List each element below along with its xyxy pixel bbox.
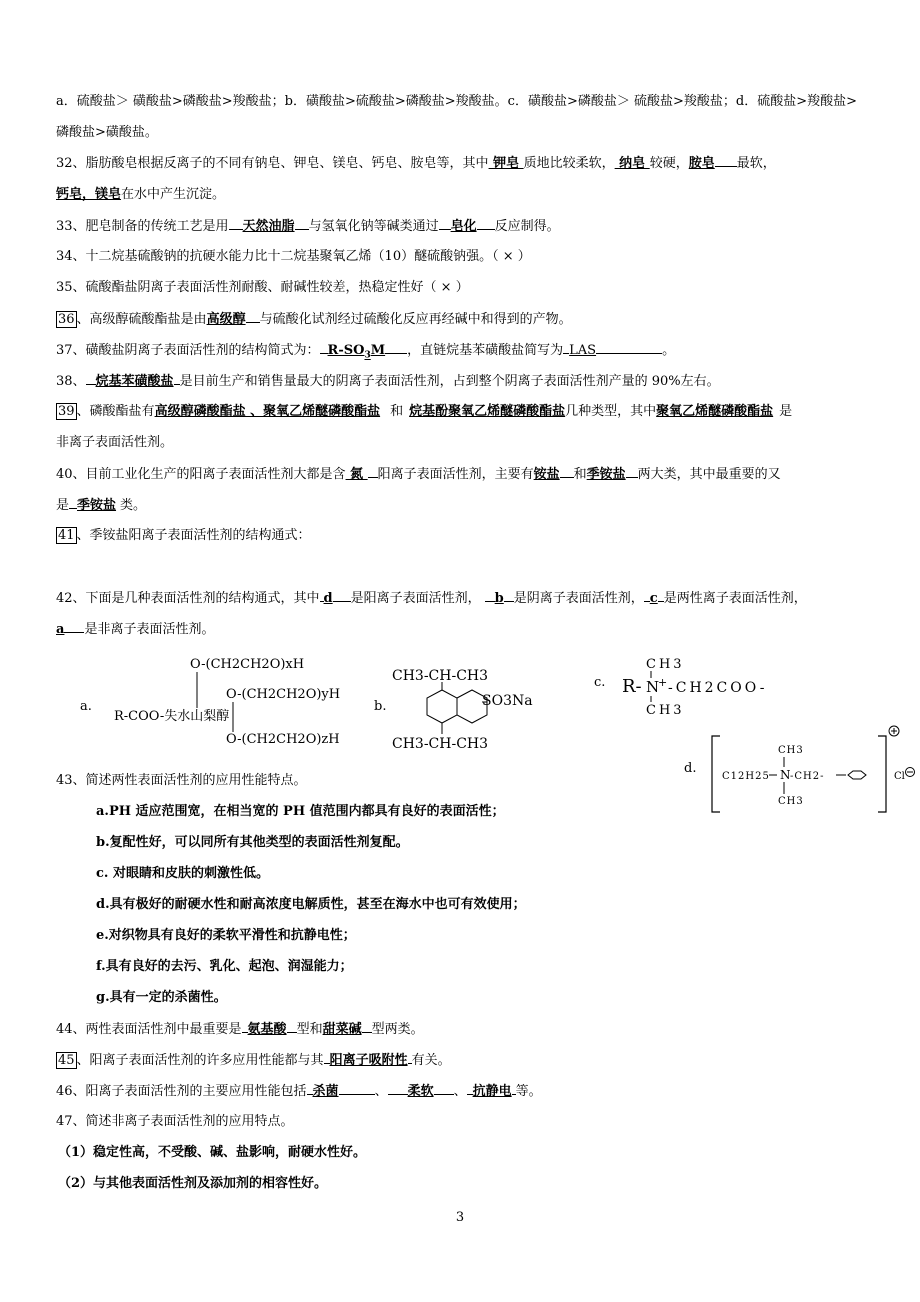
structure-c-nitrogen: N (646, 678, 660, 696)
structure-d-label: d. (684, 761, 697, 776)
question-39: 39 、磷酸酯盐有高级醇磷酸酯盐 、聚氧乙烯醚磷酸酯盐 和 烷基酚聚氧乙烯醚磷酸酯盐几种类型，其中聚氧乙烯醚磷酸酯盐 是 (58, 404, 793, 419)
structure-c-label: c. (594, 675, 606, 690)
structure-d-ch2: -CH2- (790, 771, 825, 782)
structure-d-chain: C12H25 (722, 771, 770, 782)
q47-item: （1）稳定性高，不受酸、碱、盐影响，耐硬水性好。 (58, 1145, 367, 1160)
q43-item: a.PH 适应范围宽，在相当宽的 PH 值范围内都具有良好的表面活性； (96, 804, 505, 819)
structure-d-nitrogen: N (780, 768, 791, 782)
structure-c-ch3-top: CH3 (646, 657, 685, 672)
structure-a-sorbitan-ester (76, 648, 376, 754)
q31-options-line-1: a．硫酸盐＞ 磺酸盐>磷酸盐>羧酸盐；b．磺酸盐>硫酸盐>磷酸盐>羧酸盐。c．磺酸盐>磷酸盐＞ 硫酸盐>羧酸盐；d．硫酸盐>羧酸盐> (56, 94, 857, 109)
page-number: 3 (455, 1210, 465, 1225)
question-40: 40、目前工业化生产的阳离子表面活性剂大都是含 氮 阳离子表面活性剂，主要有铵盐 和季铵盐 两大类，其中最重要的又 (56, 467, 781, 482)
q43-item: g.具有一定的杀菌性。 (96, 990, 227, 1005)
structure-a-top-chain: O-(CH2CH2O)xH (190, 657, 305, 672)
question-46: 46、阳离子表面活性剂的主要应用性能包括 杀菌 、 柔软 、 抗静电 等。 (56, 1084, 542, 1099)
question-32-cont: 钙皂，镁皂在水中产生沉淀。 (56, 187, 226, 202)
q43-item: d.具有极好的耐硬水性和耐高浓度电解质性，甚至在海水中也可有效使用； (96, 897, 526, 912)
structure-b-label: b. (374, 699, 387, 714)
question-number-box: 36 (58, 312, 75, 327)
question-36: 36 、高级醇硫酸酯盐是由高级醇 与硫酸化试剂经过硫酸化反应再经碱中和得到的产物。 (58, 312, 572, 327)
question-number-box: 41 (58, 528, 75, 543)
structure-c-r: R- (622, 676, 642, 697)
structure-c-tail: -CH2COO- (668, 680, 768, 696)
q47-item: （2）与其他表面活性剂及添加剂的相容性好。 (58, 1176, 328, 1191)
question-number-box: 45 (58, 1053, 75, 1068)
structure-a-main: R-COO-失水山梨醇 (114, 709, 230, 724)
question-45: 45 、阳离子表面活性剂的许多应用性能都与其 阳离子吸附性 有关。 (58, 1053, 451, 1068)
question-44: 44、两性表面活性剂中最重要是 氨基酸 型和甜菜碱 型两类。 (56, 1022, 424, 1037)
q43-item: b.复配性好，可以同所有其他类型的表面活性剂复配。 (96, 835, 409, 850)
structure-c-betaine (590, 652, 810, 718)
question-42-cont: a 是非离子表面活性剂。 (56, 622, 215, 637)
structure-b-top-group: CH3-CH-CH3 (392, 668, 489, 684)
structure-a-label: a. (80, 699, 92, 714)
structure-b-bottom-group: CH3-CH-CH3 (392, 736, 489, 752)
structure-c-ch3-bottom: CH3 (646, 703, 685, 718)
naphthalene-ring (427, 682, 487, 734)
question-39-cont: 非离子表面活性剂。 (56, 435, 174, 450)
structure-a-bottom-chain: O-(CH2CH2O)zH (226, 732, 340, 747)
structure-b-sulfonate: SO3Na (482, 693, 533, 709)
question-34: 34、十二烷基硫酸钠的抗硬水能力比十二烷基聚氧乙烯（10）醚硫酸钠强。（ × ） (56, 249, 531, 264)
structure-d-ch3-top: CH3 (778, 745, 804, 756)
question-33: 33、肥皂制备的传统工艺是用 天然油脂 与氢氧化钠等碱类通过 皂化 反应制得。 (56, 219, 560, 234)
structure-d-benzyl-ammonium (676, 722, 916, 816)
structure-d-chloride: Cl (894, 771, 905, 782)
question-42: 42、下面是几种表面活性剂的结构通式，其中 d 是阳离子表面活性剂， b 是阴离子表面活性剂， c 是两性离子表面活性剂， (56, 591, 807, 606)
q43-item: e.对织物具有良好的柔软平滑性和抗静电性； (96, 928, 356, 943)
question-number-box: 39 (58, 404, 75, 419)
question-37: 37、磺酸盐阴离子表面活性剂的结构简式为： $R-SO_3M$ ，直链烷基苯磺酸盐简写为 LAS 。 (56, 343, 676, 361)
question-41: 41 、季铵盐阳离子表面活性剂的结构通式： (58, 528, 311, 543)
q43-item: c. 对眼睛和皮肤的刺激性低。 (96, 866, 269, 881)
question-47: 47、简述非离子表面活性剂的应用特点。 (56, 1114, 294, 1129)
structure-a-mid-chain: O-(CH2CH2O)yH (226, 687, 341, 702)
question-40-cont: 是 季铵盐 类。 (56, 498, 147, 513)
structure-b-naphthalene-sulfonate (370, 660, 550, 760)
question-38: 38、 烷基苯磺酸盐 是目前生产和销售量最大的阴离子表面活性剂，占到整个阴离子表面活性剂产量的 90%左右。 (56, 374, 720, 389)
question-32: 32、脂肪酸皂根据反离子的不同有钠皂、钾皂、镁皂、钙皂、胺皂等，其中 钾皂 质地比较柔软， 纳皂 较硬，胺皂 最软， (56, 156, 776, 171)
structure-d-ch3-bottom: CH3 (778, 796, 804, 807)
question-43: 43、简述两性表面活性剂的应用性能特点。 (56, 773, 307, 788)
structure-c-charge: + (658, 676, 668, 689)
q31-options-line-2: 磷酸盐>磺酸盐。 (56, 125, 158, 140)
question-35: 35、硫酸酯盐阴离子表面活性剂耐酸、耐碱性较差，热稳定性好（ × ） (56, 280, 469, 295)
q43-item: f.具有良好的去污、乳化、起泡、润湿能力； (96, 959, 353, 974)
